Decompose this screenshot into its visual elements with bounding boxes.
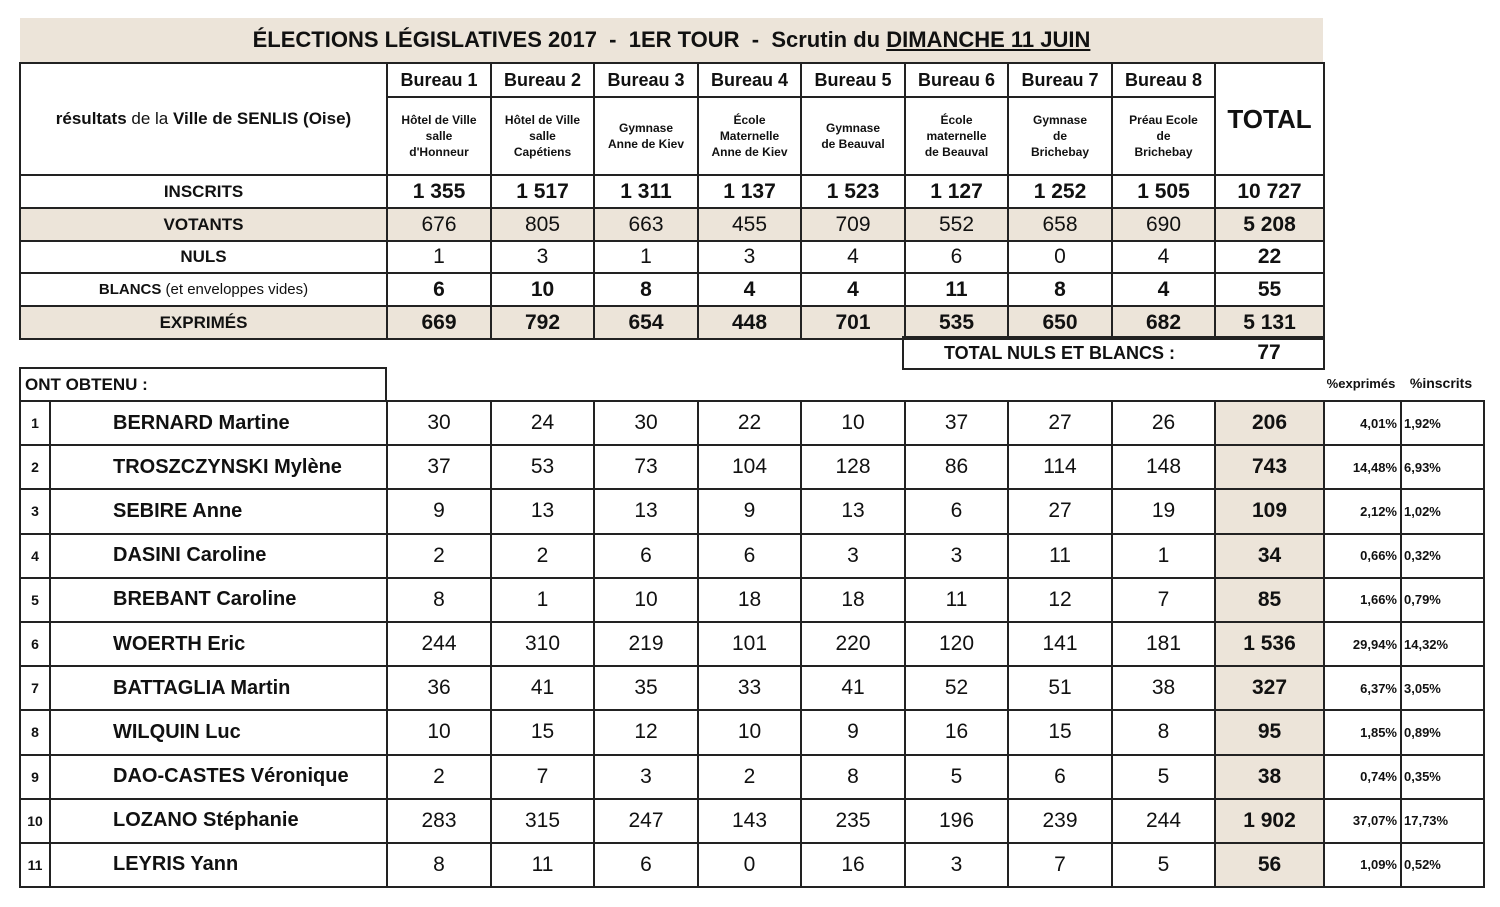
candidate-pct-exprimes: 6,37% <box>1324 666 1401 710</box>
candidate-bureau-2: 41 <box>491 666 594 710</box>
blancs-bureau-7: 8 <box>1008 273 1112 306</box>
candidate-index: 5 <box>20 578 50 622</box>
candidate-bureau-8: 1 <box>1112 534 1215 578</box>
nuls-bureau-3: 1 <box>594 241 698 273</box>
candidate-bureau-6: 37 <box>905 401 1008 445</box>
candidate-bureau-8: 8 <box>1112 710 1215 754</box>
bureau-location-line: Capétiens <box>513 145 572 159</box>
candidate-bureau-3: 3 <box>594 755 698 799</box>
inscrits-bureau-3: 1 311 <box>594 175 698 208</box>
candidate-index: 8 <box>20 710 50 754</box>
candidate-bureau-6: 196 <box>905 799 1008 843</box>
candidate-bureau-2: 7 <box>491 755 594 799</box>
candidate-bureau-1: 9 <box>387 489 491 533</box>
candidate-row <box>20 534 1484 578</box>
candidate-bureau-4: 6 <box>698 534 801 578</box>
bureau-1-location <box>387 97 491 175</box>
votants-bureau-1: 676 <box>387 208 491 241</box>
bureau-6-location <box>905 97 1008 175</box>
candidate-bureau-4: 0 <box>698 843 801 887</box>
candidate-pct-inscrits: 17,73% <box>1401 799 1484 843</box>
bureau-7-location <box>1008 97 1112 175</box>
candidate-name: WILQUIN Luc <box>50 710 387 754</box>
bureau-location-line: Hôtel de Ville <box>401 113 477 127</box>
candidate-name: DASINI Caroline <box>50 534 387 578</box>
bureau-location-line: salle <box>529 129 556 143</box>
votants-bureau-8: 690 <box>1112 208 1215 241</box>
candidate-total: 34 <box>1215 534 1324 578</box>
candidate-total: 85 <box>1215 578 1324 622</box>
candidate-bureau-7: 141 <box>1008 622 1112 666</box>
bureau-location-line: de Beauval <box>821 137 885 151</box>
votants-total: 5 208 <box>1215 208 1324 241</box>
votants-bureau-5: 709 <box>801 208 905 241</box>
candidate-bureau-8: 148 <box>1112 445 1215 489</box>
exprimes-bureau-2: 792 <box>491 306 594 339</box>
candidate-bureau-7: 15 <box>1008 710 1112 754</box>
candidate-bureau-5: 16 <box>801 843 905 887</box>
candidate-name: SEBIRE Anne <box>50 489 387 533</box>
inscrits-bureau-1: 1 355 <box>387 175 491 208</box>
candidate-pct-inscrits: 0,52% <box>1401 843 1484 887</box>
candidate-bureau-1: 2 <box>387 534 491 578</box>
candidate-row <box>20 578 1484 622</box>
candidate-bureau-4: 143 <box>698 799 801 843</box>
exprimes-bureau-8: 682 <box>1112 306 1215 339</box>
bureau-location-line: École <box>733 113 766 127</box>
votants-bureau-6: 552 <box>905 208 1008 241</box>
bureau-location-line: Gymnase <box>1032 113 1088 127</box>
candidate-bureau-2: 13 <box>491 489 594 533</box>
candidate-bureau-4: 101 <box>698 622 801 666</box>
candidate-bureau-2: 1 <box>491 578 594 622</box>
nuls-bureau-2: 3 <box>491 241 594 273</box>
candidate-pct-inscrits: 1,92% <box>1401 401 1484 445</box>
candidate-pct-exprimes: 29,94% <box>1324 622 1401 666</box>
candidate-bureau-3: 219 <box>594 622 698 666</box>
candidate-pct-inscrits: 3,05% <box>1401 666 1484 710</box>
candidate-bureau-8: 244 <box>1112 799 1215 843</box>
candidate-bureau-2: 11 <box>491 843 594 887</box>
candidate-row <box>20 666 1484 710</box>
candidate-bureau-2: 53 <box>491 445 594 489</box>
candidate-bureau-4: 22 <box>698 401 801 445</box>
bureau-location-line: Gymnase <box>618 121 674 135</box>
votants-bureau-2: 805 <box>491 208 594 241</box>
bureau-3-location <box>594 97 698 175</box>
candidate-bureau-6: 3 <box>905 534 1008 578</box>
candidate-bureau-6: 52 <box>905 666 1008 710</box>
candidate-pct-inscrits: 1,02% <box>1401 489 1484 533</box>
candidate-pct-inscrits: 0,32% <box>1401 534 1484 578</box>
summary-table <box>19 62 1325 340</box>
candidate-bureau-5: 3 <box>801 534 905 578</box>
bureau-6-header: Bureau 6 <box>905 63 1008 97</box>
candidate-pct-inscrits: 0,89% <box>1401 710 1484 754</box>
bureau-4-location <box>698 97 801 175</box>
candidate-total: 38 <box>1215 755 1324 799</box>
candidate-pct-exprimes: 0,66% <box>1324 534 1401 578</box>
candidate-bureau-3: 247 <box>594 799 698 843</box>
candidate-bureau-6: 3 <box>905 843 1008 887</box>
inscrits-bureau-6: 1 127 <box>905 175 1008 208</box>
bureau-location-line: Gymnase <box>825 121 881 135</box>
blancs-bureau-4: 4 <box>698 273 801 306</box>
candidate-index: 7 <box>20 666 50 710</box>
blancs-bureau-6: 11 <box>905 273 1008 306</box>
nuls-bureau-7: 0 <box>1008 241 1112 273</box>
candidate-bureau-7: 6 <box>1008 755 1112 799</box>
candidate-bureau-8: 26 <box>1112 401 1215 445</box>
candidate-row <box>20 755 1484 799</box>
candidate-index: 3 <box>20 489 50 533</box>
candidate-bureau-3: 30 <box>594 401 698 445</box>
candidate-bureau-4: 104 <box>698 445 801 489</box>
candidate-pct-exprimes: 4,01% <box>1324 401 1401 445</box>
candidate-total: 56 <box>1215 843 1324 887</box>
bureau-2-location <box>491 97 594 175</box>
votants-bureau-7: 658 <box>1008 208 1112 241</box>
row-label-nuls: NULS <box>20 241 387 273</box>
votants-bureau-3: 663 <box>594 208 698 241</box>
candidate-bureau-5: 8 <box>801 755 905 799</box>
candidate-row <box>20 445 1484 489</box>
candidate-bureau-2: 315 <box>491 799 594 843</box>
candidate-bureau-7: 27 <box>1008 489 1112 533</box>
candidate-pct-exprimes: 1,09% <box>1324 843 1401 887</box>
bureau-7-header: Bureau 7 <box>1008 63 1112 97</box>
candidate-bureau-1: 30 <box>387 401 491 445</box>
blancs-bureau-1: 6 <box>387 273 491 306</box>
candidate-bureau-5: 10 <box>801 401 905 445</box>
candidate-index: 6 <box>20 622 50 666</box>
total-nuls-blancs-label: TOTAL NULS ET BLANCS : <box>903 337 1215 369</box>
exprimes-bureau-1: 669 <box>387 306 491 339</box>
candidate-bureau-3: 10 <box>594 578 698 622</box>
candidate-pct-exprimes: 0,74% <box>1324 755 1401 799</box>
candidate-bureau-8: 181 <box>1112 622 1215 666</box>
bureau-location-line: de <box>1156 129 1171 143</box>
results-label: résultats de la Ville de SENLIS (Oise) <box>20 63 387 175</box>
candidate-bureau-1: 37 <box>387 445 491 489</box>
candidate-index: 11 <box>20 843 50 887</box>
bureau-8-header: Bureau 8 <box>1112 63 1215 97</box>
candidate-bureau-7: 51 <box>1008 666 1112 710</box>
blancs-bureau-3: 8 <box>594 273 698 306</box>
candidate-total: 206 <box>1215 401 1324 445</box>
candidate-row <box>20 401 1484 445</box>
candidate-bureau-2: 310 <box>491 622 594 666</box>
inscrits-bureau-7: 1 252 <box>1008 175 1112 208</box>
inscrits-bureau-2: 1 517 <box>491 175 594 208</box>
candidate-row <box>20 622 1484 666</box>
bureau-location-line: maternelle <box>926 129 987 143</box>
candidate-pct-inscrits: 6,93% <box>1401 445 1484 489</box>
candidate-bureau-2: 15 <box>491 710 594 754</box>
bureau-5-location <box>801 97 905 175</box>
candidate-pct-exprimes: 1,66% <box>1324 578 1401 622</box>
bureau-2-header: Bureau 2 <box>491 63 594 97</box>
candidate-bureau-2: 2 <box>491 534 594 578</box>
candidate-pct-exprimes: 14,48% <box>1324 445 1401 489</box>
bureau-4-header: Bureau 4 <box>698 63 801 97</box>
ont-obtenu-label: ONT OBTENU : <box>19 367 387 402</box>
inscrits-total: 10 727 <box>1215 175 1324 208</box>
blancs-bureau-8: 4 <box>1112 273 1215 306</box>
bureau-3-header: Bureau 3 <box>594 63 698 97</box>
candidate-name: LEYRIS Yann <box>50 843 387 887</box>
inscrits-bureau-5: 1 523 <box>801 175 905 208</box>
candidate-bureau-4: 18 <box>698 578 801 622</box>
candidate-bureau-5: 220 <box>801 622 905 666</box>
candidate-name: LOZANO Stéphanie <box>50 799 387 843</box>
candidate-index: 2 <box>20 445 50 489</box>
candidate-bureau-8: 19 <box>1112 489 1215 533</box>
candidate-name: BERNARD Martine <box>50 401 387 445</box>
candidate-bureau-7: 27 <box>1008 401 1112 445</box>
title-text: ÉLECTIONS LÉGISLATIVES 2017 - 1ER TOUR - Scrutin du <box>252 27 887 52</box>
candidate-bureau-4: 9 <box>698 489 801 533</box>
candidate-bureau-3: 12 <box>594 710 698 754</box>
nuls-bureau-5: 4 <box>801 241 905 273</box>
candidate-pct-inscrits: 0,35% <box>1401 755 1484 799</box>
bureau-location-line: Brichebay <box>1030 145 1090 159</box>
candidate-bureau-3: 6 <box>594 534 698 578</box>
candidate-pct-inscrits: 0,79% <box>1401 578 1484 622</box>
exprimes-bureau-4: 448 <box>698 306 801 339</box>
candidate-bureau-1: 8 <box>387 578 491 622</box>
blancs-bureau-5: 4 <box>801 273 905 306</box>
candidate-pct-exprimes: 37,07% <box>1324 799 1401 843</box>
candidate-pct-inscrits: 14,32% <box>1401 622 1484 666</box>
row-label-text: BLANCS <box>98 281 162 298</box>
candidates-table <box>19 400 1485 888</box>
candidate-bureau-4: 2 <box>698 755 801 799</box>
title-date: DIMANCHE 11 JUIN <box>886 27 1091 52</box>
bureau-location-line: de Beauval <box>924 145 989 159</box>
candidate-bureau-8: 7 <box>1112 578 1215 622</box>
bureau-location-line: de <box>1052 129 1067 143</box>
candidate-total: 1 536 <box>1215 622 1324 666</box>
candidate-bureau-8: 5 <box>1112 843 1215 887</box>
nuls-bureau-4: 3 <box>698 241 801 273</box>
bureau-location-line: Anne de Kiev <box>711 145 788 159</box>
candidate-bureau-4: 10 <box>698 710 801 754</box>
candidate-bureau-5: 128 <box>801 445 905 489</box>
candidate-name: DAO-CASTES Véronique <box>50 755 387 799</box>
nuls-bureau-8: 4 <box>1112 241 1215 273</box>
bureau-location-line: Préau Ecole <box>1129 113 1198 127</box>
candidate-bureau-8: 5 <box>1112 755 1215 799</box>
candidate-bureau-5: 9 <box>801 710 905 754</box>
nuls-bureau-6: 6 <box>905 241 1008 273</box>
bureau-location-line: École <box>940 113 973 127</box>
votants-bureau-4: 455 <box>698 208 801 241</box>
total-nuls-blancs-value: 77 <box>1215 337 1324 369</box>
candidate-index: 4 <box>20 534 50 578</box>
candidate-bureau-1: 244 <box>387 622 491 666</box>
candidate-bureau-6: 6 <box>905 489 1008 533</box>
candidate-bureau-3: 6 <box>594 843 698 887</box>
candidate-index: 9 <box>20 755 50 799</box>
bureau-8-location <box>1112 97 1215 175</box>
inscrits-bureau-4: 1 137 <box>698 175 801 208</box>
bureau-location-line: Anne de Kiev <box>607 137 685 151</box>
candidate-row <box>20 489 1484 533</box>
candidate-bureau-5: 13 <box>801 489 905 533</box>
blancs-total: 55 <box>1215 273 1324 306</box>
candidate-bureau-1: 36 <box>387 666 491 710</box>
total-nuls-blancs-box <box>902 336 1325 370</box>
row-label-exprimes: EXPRIMÉS <box>20 306 387 339</box>
bureau-5-header: Bureau 5 <box>801 63 905 97</box>
total-header: TOTAL <box>1215 63 1324 175</box>
candidate-row <box>20 710 1484 754</box>
bureau-location-line: d'Honneur <box>409 145 469 159</box>
nuls-bureau-1: 1 <box>387 241 491 273</box>
candidate-bureau-1: 8 <box>387 843 491 887</box>
candidate-bureau-2: 24 <box>491 401 594 445</box>
exprimes-total: 5 131 <box>1215 306 1324 339</box>
candidate-total: 327 <box>1215 666 1324 710</box>
candidate-bureau-7: 11 <box>1008 534 1112 578</box>
candidate-bureau-7: 239 <box>1008 799 1112 843</box>
candidate-bureau-7: 12 <box>1008 578 1112 622</box>
candidate-pct-exprimes: 1,85% <box>1324 710 1401 754</box>
inscrits-bureau-8: 1 505 <box>1112 175 1215 208</box>
candidate-bureau-4: 33 <box>698 666 801 710</box>
row-label-votants: VOTANTS <box>20 208 387 241</box>
candidate-total: 95 <box>1215 710 1324 754</box>
candidate-row <box>20 799 1484 843</box>
candidate-bureau-6: 11 <box>905 578 1008 622</box>
candidate-name: BREBANT Caroline <box>50 578 387 622</box>
candidate-bureau-7: 114 <box>1008 445 1112 489</box>
candidate-row <box>20 843 1484 887</box>
bureau-location-line: Hôtel de Ville <box>504 113 581 127</box>
exprimes-bureau-6: 535 <box>905 306 1008 339</box>
candidate-total: 109 <box>1215 489 1324 533</box>
candidate-bureau-6: 86 <box>905 445 1008 489</box>
candidate-bureau-7: 7 <box>1008 843 1112 887</box>
bureau-location-line: Brichebay <box>1134 145 1193 159</box>
candidate-bureau-5: 18 <box>801 578 905 622</box>
candidate-bureau-5: 41 <box>801 666 905 710</box>
candidate-bureau-6: 5 <box>905 755 1008 799</box>
page-title <box>20 18 1323 62</box>
row-label-inscrits: INSCRITS <box>20 175 387 208</box>
candidate-name: WOERTH Eric <box>50 622 387 666</box>
exprimes-bureau-7: 650 <box>1008 306 1112 339</box>
candidate-bureau-3: 35 <box>594 666 698 710</box>
candidate-index: 10 <box>20 799 50 843</box>
candidate-bureau-6: 120 <box>905 622 1008 666</box>
candidate-pct-exprimes: 2,12% <box>1324 489 1401 533</box>
row-label-note: (et enveloppes vides) <box>161 281 309 298</box>
candidate-bureau-5: 235 <box>801 799 905 843</box>
bureau-1-header: Bureau 1 <box>387 63 491 97</box>
pct-exprimes-header: %exprimés <box>1326 376 1396 391</box>
candidate-name: BATTAGLIA Martin <box>50 666 387 710</box>
candidate-bureau-8: 38 <box>1112 666 1215 710</box>
row-label-blancs <box>20 273 387 306</box>
candidate-index: 1 <box>20 401 50 445</box>
candidate-total: 743 <box>1215 445 1324 489</box>
bureau-location-line: salle <box>425 129 453 143</box>
exprimes-bureau-3: 654 <box>594 306 698 339</box>
candidate-bureau-1: 2 <box>387 755 491 799</box>
candidate-bureau-6: 16 <box>905 710 1008 754</box>
exprimes-bureau-5: 701 <box>801 306 905 339</box>
candidate-name: TROSZCZYNSKI Mylène <box>50 445 387 489</box>
candidate-bureau-1: 283 <box>387 799 491 843</box>
candidate-bureau-3: 73 <box>594 445 698 489</box>
nuls-total: 22 <box>1215 241 1324 273</box>
candidate-total: 1 902 <box>1215 799 1324 843</box>
pct-inscrits-header: %inscrits <box>1409 375 1473 391</box>
candidate-bureau-1: 10 <box>387 710 491 754</box>
blancs-bureau-2: 10 <box>491 273 594 306</box>
candidate-bureau-3: 13 <box>594 489 698 533</box>
bureau-location-line: Maternelle <box>719 129 780 143</box>
